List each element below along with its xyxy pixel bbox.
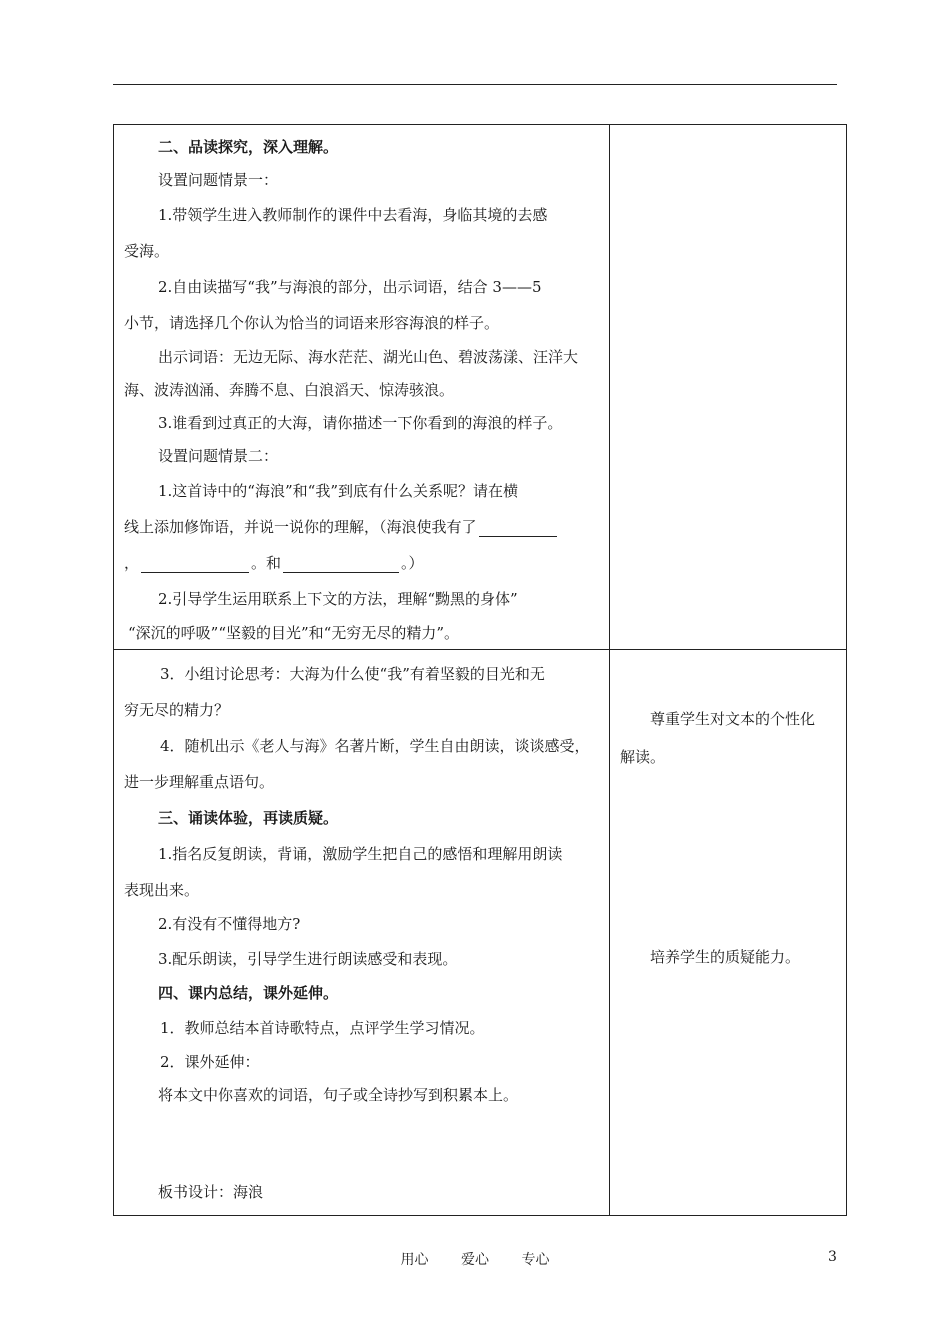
footer-word: 爱心 [461, 1252, 489, 1268]
paragraph-line: 将本文中你喜欢的词语，句子或全诗抄写到积累本上。 [158, 1086, 519, 1104]
paragraph-line: 1．教师总结本首诗歌特点，点评学生学习情况。 [160, 1019, 485, 1037]
paragraph-line: 小节，请选择几个你认为恰当的词语来形容海浪的样子。 [124, 314, 500, 332]
paragraph-line: 穷无尽的精力？ [124, 701, 230, 719]
activity-cell [114, 650, 610, 1216]
footer-word: 用心 [400, 1252, 429, 1268]
paragraph-line: 2.引导学生运用联系上下文的方法，理解“黝黑的身体” [158, 590, 518, 608]
paragraph-line: 进一步理解重点语句。 [124, 773, 275, 791]
table-row [114, 650, 847, 1216]
paragraph-line: 3．小组讨论思考：大海为什么使“我”有着坚毅的目光和无 [160, 665, 545, 683]
paragraph-line: 1.这首诗中的“海浪”和“我”到底有什么关系呢？请在横 [158, 482, 518, 500]
paragraph-line: 2.自由读描写“我”与海浪的部分，出示词语，结合 3——5 [158, 278, 542, 296]
teaching-note: 解读。 [620, 748, 666, 766]
footer-word: 专心 [521, 1252, 550, 1268]
teaching-note: 尊重学生对文本的个性化 [650, 710, 816, 728]
paragraph-line: 海、波涛汹涌、奔腾不息、白浪滔天、惊涛骇浪。 [124, 381, 455, 399]
paragraph-line: 受海。 [124, 242, 170, 260]
activity-cell [114, 125, 610, 650]
scene-label: 设置问题情景二： [158, 447, 279, 465]
fill-blank [479, 520, 557, 537]
table-row [114, 125, 847, 650]
paragraph-line: 1.指名反复朗读，背诵，激励学生把自己的感悟和理解用朗读 [158, 845, 563, 863]
paragraph-line: 4．随机出示《老人与海》名著片断，学生自由朗读，谈谈感受， [160, 737, 590, 755]
fill-in-line [114, 545, 609, 581]
paragraph-text: ， [124, 554, 140, 572]
paragraph-line: 2.有没有不懂得地方? [158, 915, 301, 933]
paragraph-line: 表现出来。 [124, 881, 200, 899]
paragraph-line: 3.配乐朗读，引导学生进行朗读感受和表现。 [158, 950, 458, 968]
section-heading: 三、诵读体验，再读质疑。 [158, 809, 339, 827]
page-number: 3 [828, 1249, 837, 1265]
paragraph-text: 线上添加修饰语，并说一说你的理解，（海浪使我有了 [124, 518, 477, 536]
paragraph-line: 1.带领学生进入教师制作的课件中去看海，身临其境的去感 [158, 206, 548, 224]
section-heading: 四、课内总结，课外延伸。 [158, 984, 339, 1002]
section-heading: 二、品读探究，深入理解。 [158, 138, 339, 156]
scene-label: 设置问题情景一： [158, 171, 279, 189]
footer-motto [0, 1249, 950, 1269]
paragraph-text: 。和 [251, 554, 282, 572]
paragraph-line: 2．课外延伸： [160, 1053, 260, 1071]
paragraph-text: 。） [401, 554, 424, 572]
teaching-note: 培养学生的质疑能力。 [650, 948, 801, 966]
paragraph-line: “深沉的呼吸”“坚毅的目光”和“无穷无尽的精力”。 [128, 624, 460, 642]
fill-in-line [114, 509, 609, 545]
header-rule [113, 84, 837, 85]
fill-blank [141, 556, 249, 573]
lesson-table [113, 124, 847, 1216]
notes-cell [610, 650, 847, 1216]
notes-cell [610, 125, 847, 650]
paragraph-line: 出示词语：无边无际、海水茫茫、湖光山色、碧波荡漾、汪洋大 [158, 348, 579, 366]
fill-blank [283, 556, 399, 573]
paragraph-line: 3.谁看到过真正的大海，请你描述一下你看到的海浪的样子。 [158, 414, 563, 432]
board-design: 板书设计：海浪 [158, 1183, 264, 1201]
